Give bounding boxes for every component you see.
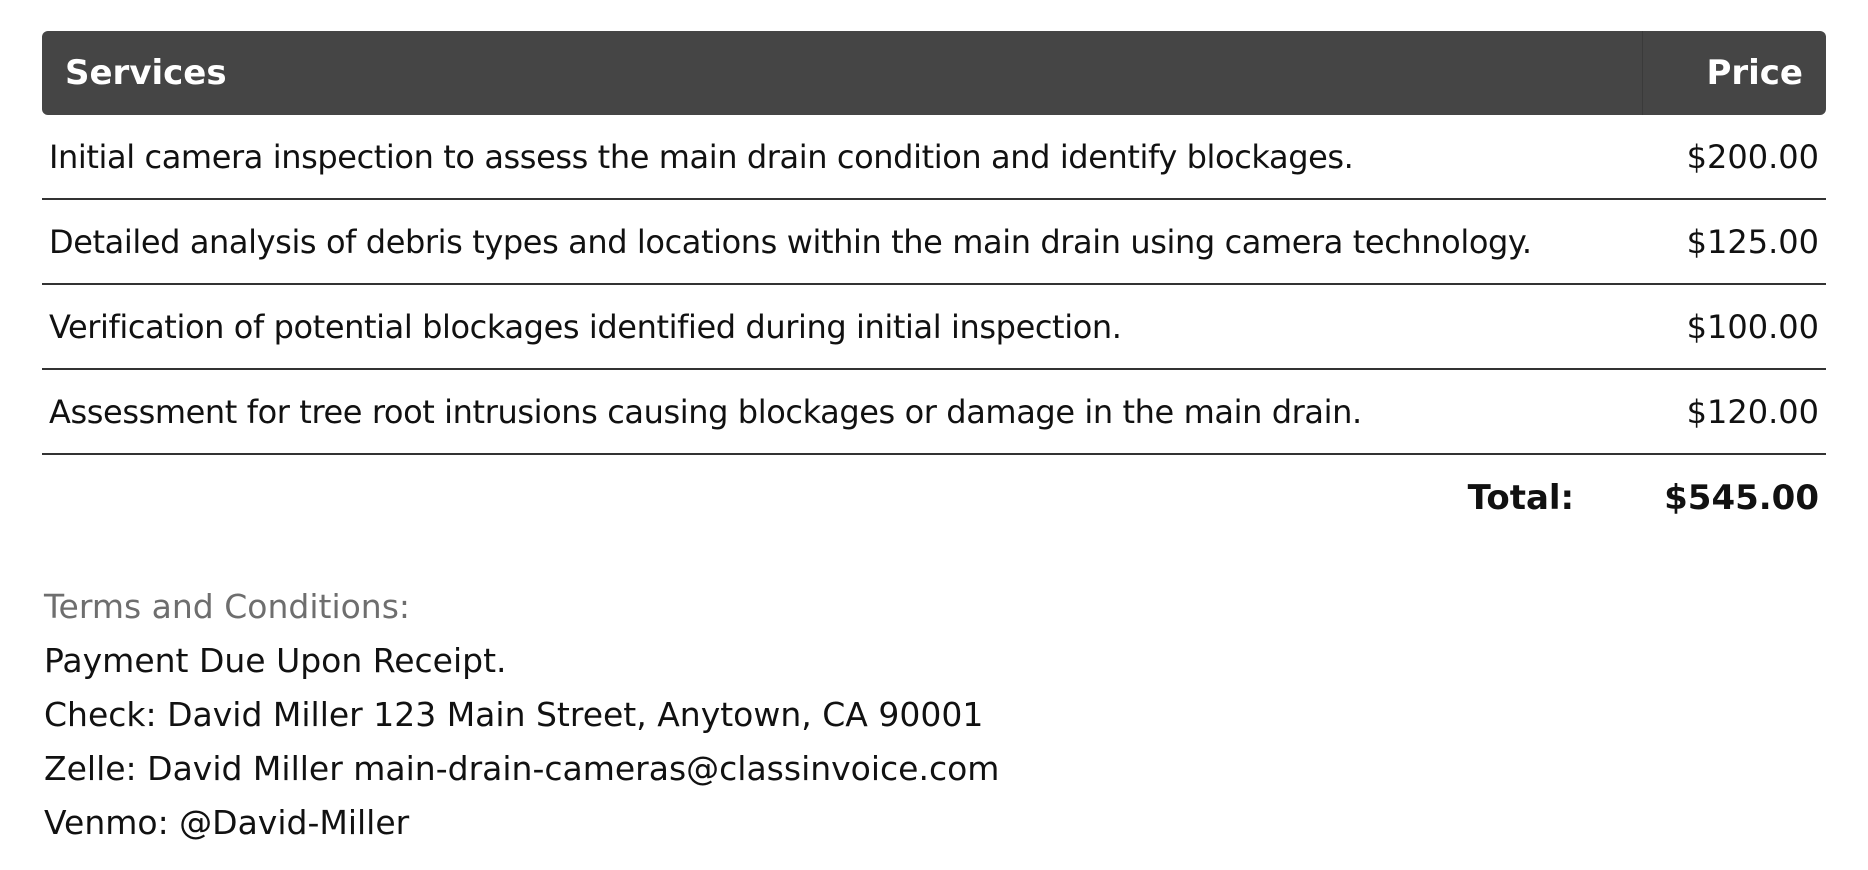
- price-column-header: Price: [1642, 31, 1826, 115]
- table-row: [42, 370, 1826, 455]
- zelle-payment-text: Zelle: David Miller main-drain-cameras@classinvoice.com: [44, 749, 1000, 788]
- table-row: [42, 200, 1826, 285]
- check-payment-text: Check: David Miller 123 Main Street, Anytown, CA 90001: [44, 695, 984, 734]
- service-description: Verification of potential blockages identified during initial inspection.: [49, 307, 1122, 346]
- service-description: Detailed analysis of debris types and locations within the main drain using camera technology.: [49, 222, 1532, 261]
- service-description: Assessment for tree root intrusions causing blockages or damage in the main drain.: [49, 392, 1362, 431]
- service-price: $120.00: [1686, 392, 1819, 431]
- service-description: Initial camera inspection to assess the main drain condition and identify blockages.: [49, 137, 1354, 176]
- service-price: $125.00: [1686, 222, 1819, 261]
- service-price: $200.00: [1686, 137, 1819, 176]
- total-row: [42, 455, 1826, 541]
- table-row: [42, 285, 1826, 370]
- venmo-payment-text: Venmo: @David-Miller: [44, 803, 410, 842]
- services-column-header: Services: [65, 53, 227, 93]
- terms-section: [44, 580, 999, 850]
- service-price: $100.00: [1686, 307, 1819, 346]
- terms-heading: Terms and Conditions:: [44, 587, 411, 626]
- table-header: [42, 31, 1826, 115]
- payment-due-text: Payment Due Upon Receipt.: [44, 641, 507, 680]
- table-row: [42, 115, 1826, 200]
- total-label: Total:: [1467, 478, 1575, 518]
- total-value: $545.00: [1664, 478, 1819, 518]
- services-table: [42, 31, 1826, 541]
